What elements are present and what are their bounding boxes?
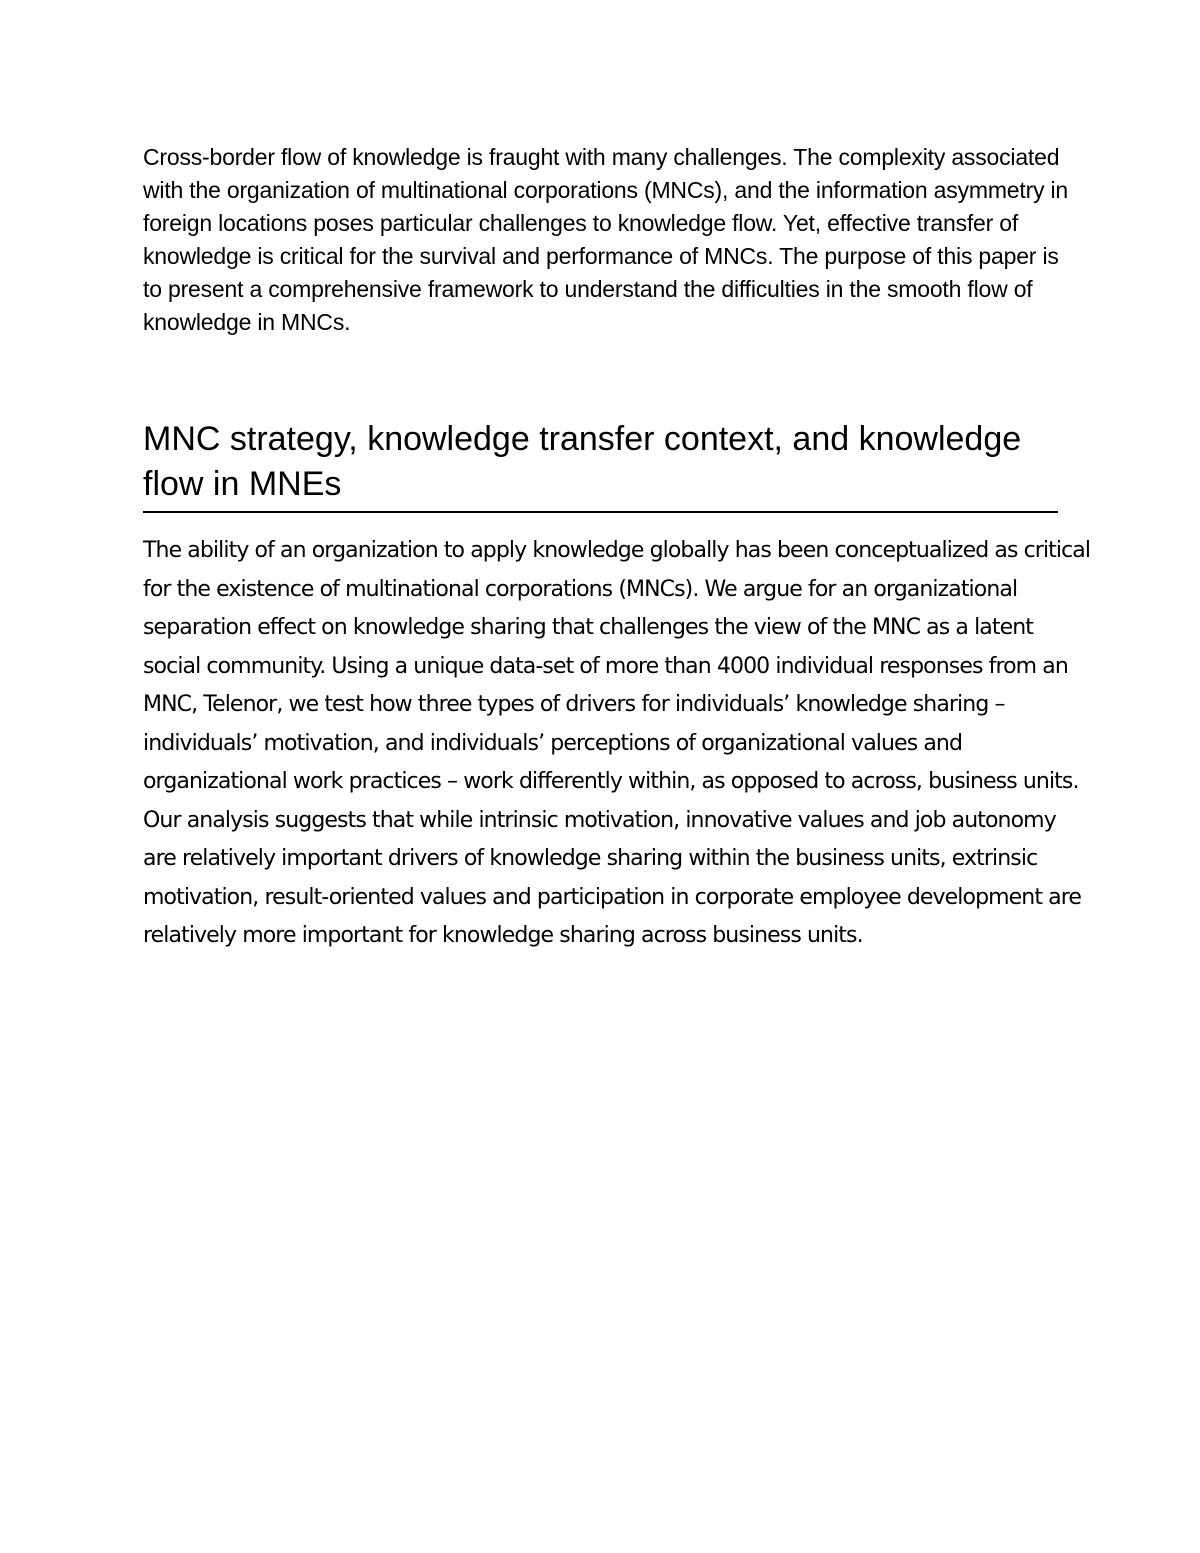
body-paragraph: The ability of an organization to apply knowledge globally has been conceptualized as critical for the existence of multinational corporations (MNCs). We argue for an organizational separation effect on knowledge sharing that challenges the view of the MNC as a latent social community. Using a unique data-set of more than 4000 individual responses from an MNC, Telenor, we test how three types of drivers for individuals’ knowledge sharing – individuals’ motivation, and individuals’ perceptions of organizational values and organizational work practices – work differently within, as opposed to across, business units. Our analysis suggests that while intrinsic motivation, innovative values and job autonomy are relatively important drivers of knowledge sharing within the business units, extrinsic motivation, result-oriented values and participation in corporate employee development are relatively more important for knowledge sharing across business units. bbox=[143, 538, 1091, 948]
section-heading: MNC strategy, knowledge transfer context, and knowledge flow in MNEs bbox=[143, 417, 1058, 513]
intro-paragraph: Cross-border flow of knowledge is fraught with many challenges. The complexity associated with the organization of multinational corporations (MNCs), and the information asymmetry in foreign locations poses particular challenges to knowledge flow. Yet, effective transfer of knowledge is critical for the survival and performance of MNCs. The purpose of this paper is to present a comprehensive framework to understand the difficulties in the smooth flow of knowledge in MNCs. bbox=[143, 144, 1069, 335]
